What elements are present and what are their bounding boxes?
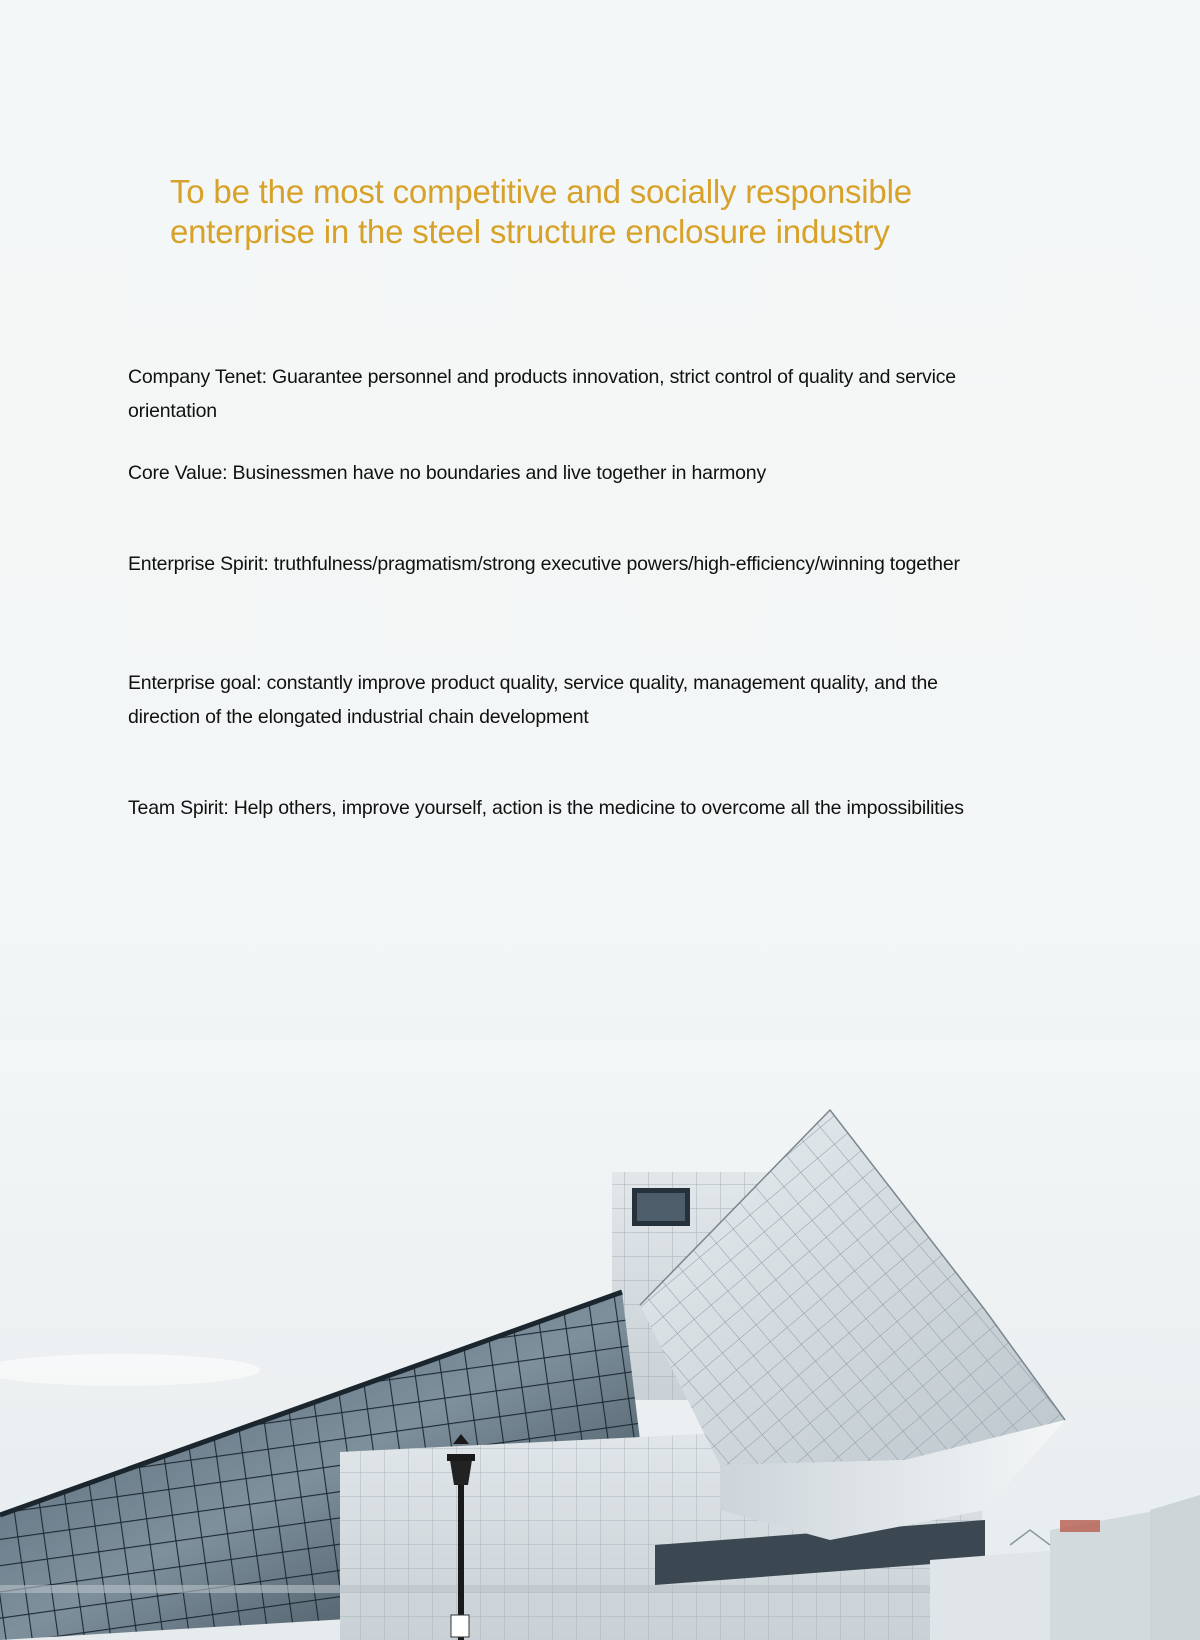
enterprise-goal <box>128 666 1078 734</box>
core-value-line: Core Value: Businessmen have no boundaries and live together in harmony <box>128 462 767 484</box>
enterprise-spirit <box>128 547 1078 581</box>
enterprise-spirit-line: Enterprise Spirit: truthfulness/pragmatism/strong executive powers/high-efficiency/winning together <box>128 553 960 575</box>
core-value <box>128 456 1078 490</box>
enterprise-goal-line-1: Enterprise goal: constantly improve product quality, service quality, management quality, and the <box>128 672 938 694</box>
team-spirit <box>128 791 1078 825</box>
company-tenet-line-1: Company Tenet: Guarantee personnel and products innovation, strict control of quality and service <box>128 366 956 388</box>
company-tenet-line-2: orientation <box>128 400 217 422</box>
modern-glass-building-photo <box>0 1040 1200 1640</box>
company-tenet <box>128 360 1078 428</box>
vision-statement <box>170 172 1070 252</box>
vision-line-1: To be the most competitive and socially responsible <box>170 173 912 210</box>
team-spirit-line: Team Spirit: Help others, improve yourself, action is the medicine to overcome all the impossibilities <box>128 797 964 819</box>
enterprise-goal-line-2: direction of the elongated industrial chain development <box>128 706 589 728</box>
vision-line-2: enterprise in the steel structure enclosure industry <box>170 213 890 250</box>
